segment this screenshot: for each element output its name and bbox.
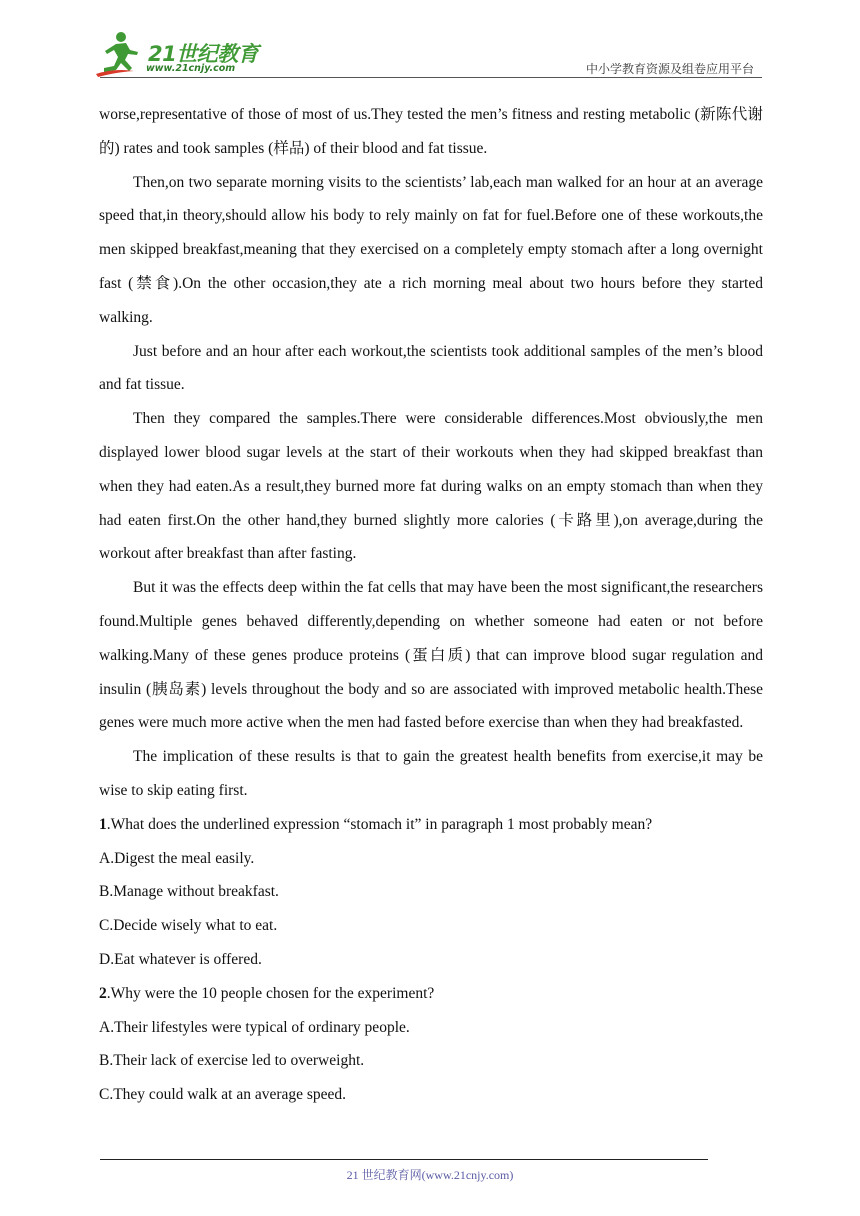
- paragraph: But it was the effects deep within the fat cells that may have been the most significant,the researchers found.Multiple genes behaved differently,depending on whether someone had eaten or not before walking.Many of these genes produce proteins (蛋白质) that can improve blood sugar regulation and insulin (胰岛素) levels throughout the body and so are associated with improved metabolic health.These genes were much more active when the men had fasted before exercise than when they had breakfasted.: [99, 579, 763, 732]
- runner-logo-icon: [94, 30, 152, 80]
- paragraph: Just before and an hour after each workout,the scientists took additional samples of the men’s blood and fat tissue.: [99, 342, 763, 394]
- answer-option: C.Decide wisely what to eat.: [99, 917, 278, 935]
- paragraph: Then they compared the samples.There were considerable differences.Most obviously,the men displayed lower blood sugar levels at the start of their workouts when they had skipped breakfast than when they had eaten.As a result,they burned more fat during walks on an empty stomach than when they had eaten first.On the other hand,they burned slightly more calories (卡路里),on average,during the workout after breakfast than after fasting.: [99, 410, 763, 563]
- header-divider: [100, 77, 762, 78]
- question-text: .Why were the 10 people chosen for the experiment?: [106, 984, 435, 1002]
- footer-divider: [100, 1159, 708, 1160]
- paragraph-continued: worse,representative of those of most of us.They tested the men’s fitness and resting metabolic (新陈代谢的) rates and took samples (样品) of their blood and fat tissue.: [99, 106, 763, 157]
- answer-option: B.Manage without breakfast.: [99, 883, 279, 901]
- question-number: 1: [99, 815, 107, 833]
- answer-option: A.Their lifestyles were typical of ordinary people.: [99, 1018, 410, 1036]
- article-body: [99, 98, 763, 1112]
- page-header: [0, 0, 860, 80]
- site-logo: [94, 30, 264, 80]
- logo-chinese-name: 21世纪教育: [148, 42, 259, 66]
- logo-url: www.21cnjy.com: [146, 63, 236, 74]
- paragraph: The implication of these results is that to gain the greatest health benefits from exercise,it may be wise to skip eating first.: [99, 748, 763, 799]
- answer-option: C.They could walk at an average speed.: [99, 1086, 347, 1104]
- question-number: 2: [99, 984, 107, 1002]
- question-stem: [99, 977, 763, 1011]
- answer-option: B.Their lack of exercise led to overweight.: [99, 1052, 365, 1070]
- question-text: .What does the underlined expression “stomach it” in paragraph 1 most probably mean?: [106, 815, 653, 833]
- page-footer: 21 世纪教育网(www.21cnjy.com): [346, 1168, 514, 1182]
- paragraph: Then,on two separate morning visits to the scientists’ lab,each man walked for an hour at an average speed that,in theory,should allow his body to rely mainly on fat for fuel.Before one of these workouts,the men skipped breakfast,meaning that they exercised on a completely empty stomach after a long overnight fast (禁食).On the other occasion,they ate a rich morning meal about two hours before they started walking.: [99, 173, 763, 326]
- header-tagline: 中小学教育资源及组卷应用平台: [585, 62, 754, 76]
- question-stem: [99, 808, 763, 842]
- answer-option: A.Digest the meal easily.: [99, 849, 255, 867]
- answer-option: D.Eat whatever is offered.: [99, 950, 262, 968]
